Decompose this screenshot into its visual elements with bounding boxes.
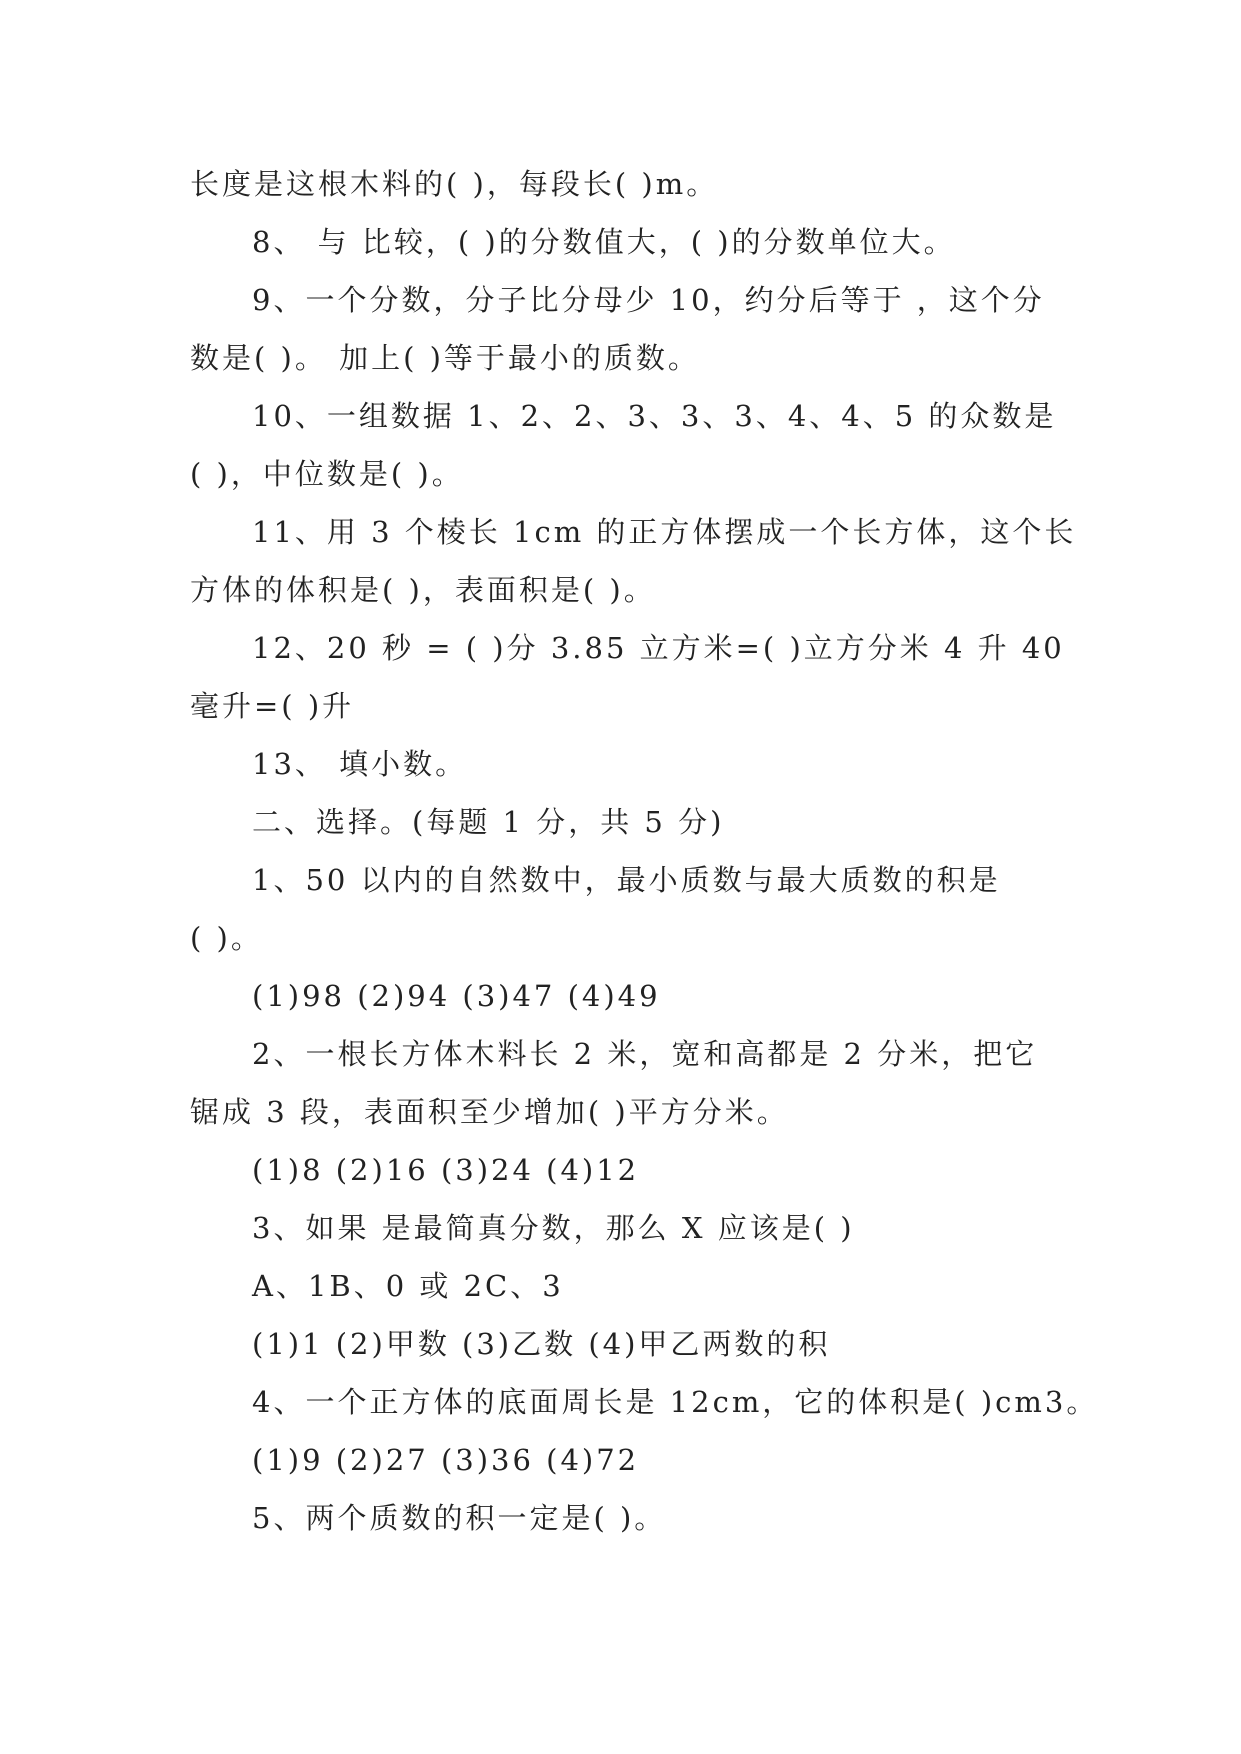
text-line: 数是( )。 加上( )等于最小的质数。 [190, 341, 700, 375]
text-line: 长度是这根木料的( )，每段长( )m。 [190, 167, 719, 201]
choice-question-4: 4、一个正方体的底面周长是 12cm，它的体积是( )cm3。 [252, 1385, 1099, 1419]
text-line: 毫升=( )升 [190, 689, 355, 723]
question-9: 9、一个分数，分子比分母少 10，约分后等于 ，这个分 [252, 283, 1045, 317]
options-line: (1)98 (2)94 (3)47 (4)49 [252, 979, 661, 1013]
choice-question-2: 2、一根长方体木料长 2 米，宽和高都是 2 分米，把它 [252, 1037, 1038, 1071]
choice-question-3: 3、如果 是最简真分数，那么 X 应该是( ) [252, 1211, 855, 1245]
text-line: 方体的体积是( )，表面积是( )。 [190, 573, 656, 607]
options-line: (1)9 (2)27 (3)36 (4)72 [252, 1443, 640, 1477]
options-line: (1)1 (2)甲数 (3)乙数 (4)甲乙两数的积 [252, 1327, 831, 1361]
question-10: 10、一组数据 1、2、2、3、3、3、4、4、5 的众数是 [252, 399, 1057, 433]
text-line: ( )。 [190, 921, 263, 955]
text-line: ( )，中位数是( )。 [190, 457, 464, 491]
options-line: A、1B、0 或 2C、3 [252, 1269, 564, 1303]
options-line: (1)8 (2)16 (3)24 (4)12 [252, 1153, 640, 1187]
question-13: 13、 填小数。 [252, 747, 468, 781]
text-line: 锯成 3 段，表面积至少增加( )平方分米。 [190, 1095, 789, 1129]
choice-question-1: 1、50 以内的自然数中，最小质数与最大质数的积是 [252, 863, 1001, 897]
question-8: 8、 与 比较，( )的分数值大，( )的分数单位大。 [252, 225, 956, 259]
choice-question-5: 5、两个质数的积一定是( )。 [252, 1501, 667, 1535]
section-heading: 二、选择。(每题 1 分，共 5 分) [252, 805, 725, 839]
question-11: 11、用 3 个棱长 1cm 的正方体摆成一个长方体，这个长 [252, 515, 1077, 549]
question-12: 12、20 秒 = ( )分 3.85 立方米=( )立方分米 4 升 40 [252, 631, 1065, 665]
